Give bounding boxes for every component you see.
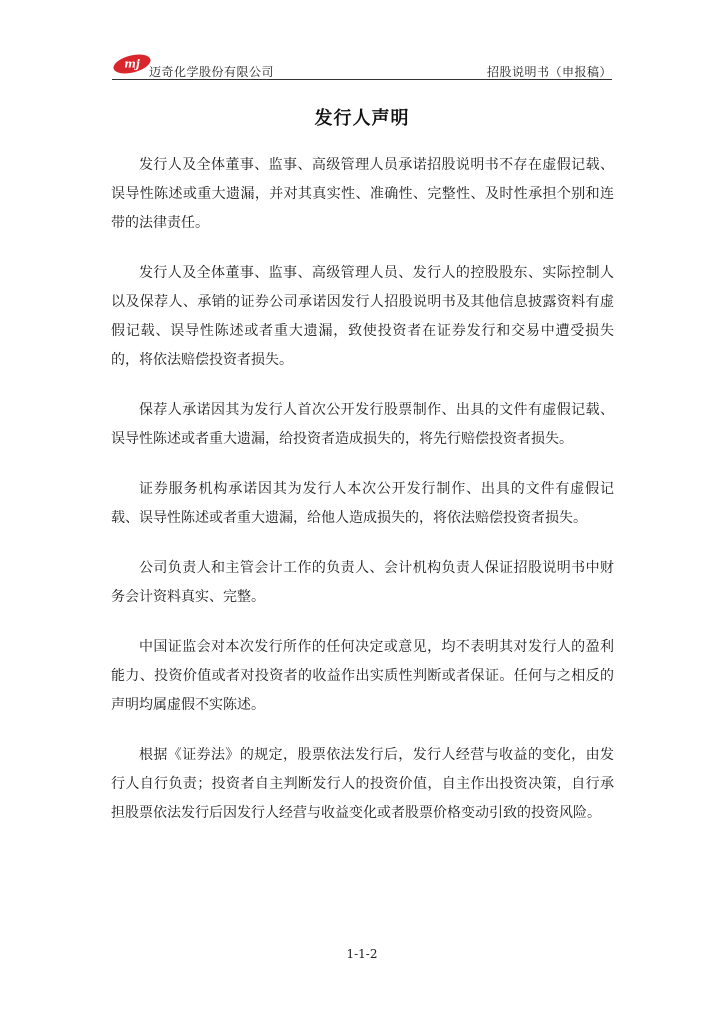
- company-name: 迈奇化学股份有限公司: [149, 65, 275, 79]
- paragraph: 公司负责人和主管会计工作的负责人、会计机构负责人保证招股说明书中财务会计资料真实、完整。: [111, 560, 614, 605]
- paragraph: 中国证监会对本次发行所作的任何决定或意见，均不表明其对发行人的盈利能力、投资价值或者对投资者的收益作出实质性判断或者保证。任何与之相反的声明均属虚假不实陈述。: [111, 639, 614, 713]
- paragraph: 发行人及全体董事、监事、高级管理人员承诺招股说明书不存在虚假记载、误导性陈述或重大遗漏，并对其真实性、准确性、完整性、及时性承担个别和连带的法律责任。: [111, 157, 614, 231]
- paragraph: 根据《证券法》的规定，股票依法发行后，发行人经营与收益的变化，由发行人自行负责；投资者自主判断发行人的投资价值，自主作出投资决策，自行承担股票依法发行后因发行人经营与收益变化或者股票价格变动引致的投资风险。: [111, 747, 614, 821]
- logo-text: mj: [124, 57, 140, 71]
- page-title: 发行人声明: [314, 108, 410, 129]
- page-header: [112, 53, 612, 79]
- header-divider: [112, 79, 612, 80]
- document-type: 招股说明书（申报稿）: [486, 65, 612, 79]
- paragraph: 证券服务机构承诺因其为发行人本次公开发行制作、出具的文件有虚假记载、误导性陈述或者重大遗漏，给他人造成损失的，将依法赔偿投资者损失。: [111, 481, 614, 526]
- paragraph: 保荐人承诺因其为发行人首次公开发行股票制作、出具的文件有虚假记载、误导性陈述或者重大遗漏，给投资者造成损失的，将先行赔偿投资者损失。: [111, 402, 614, 447]
- declaration-body: [111, 151, 614, 849]
- company-logo: [112, 53, 152, 75]
- paragraph: 发行人及全体董事、监事、高级管理人员、发行人的控股股东、实际控制人以及保荐人、承销的证券公司承诺因发行人招股说明书及其他信息披露资料有虚假记载、误导性陈述或者重大遗漏，致使投资者在证券发行和交易中遭受损失的，将依法赔偿投资者损失。: [111, 265, 614, 368]
- page-number: 1-1-2: [346, 947, 378, 961]
